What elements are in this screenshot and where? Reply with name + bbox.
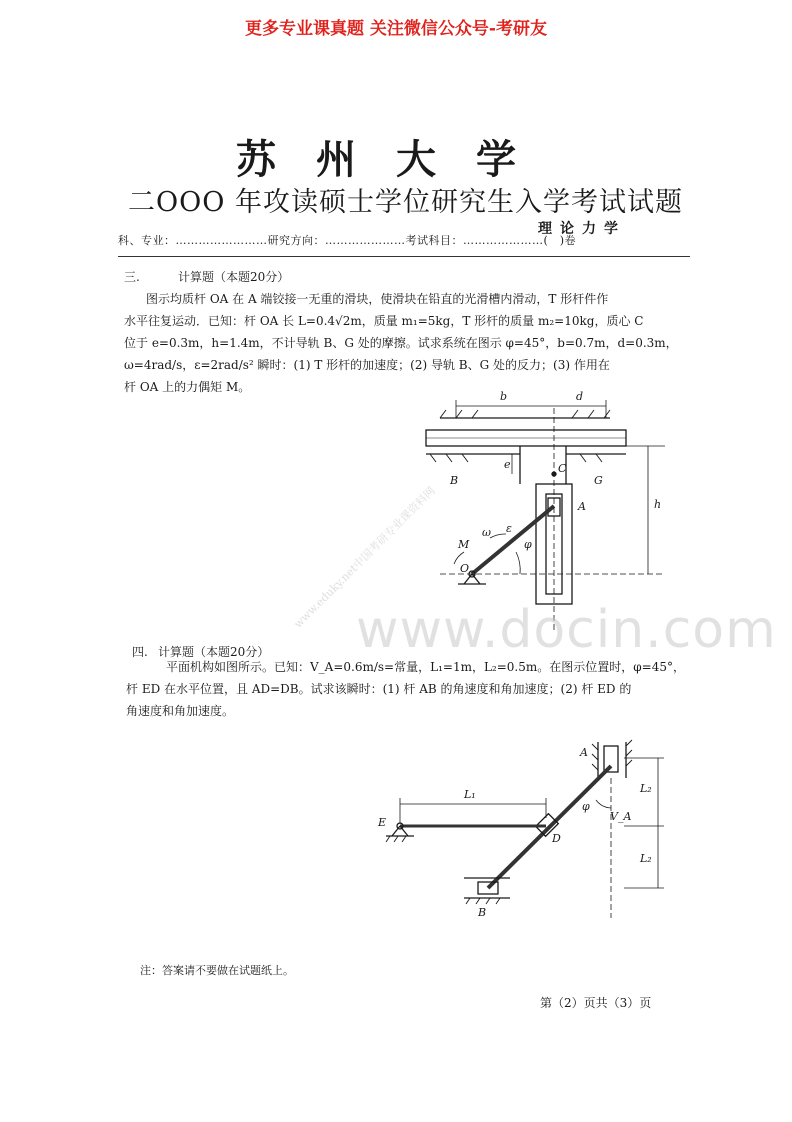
q4-label-L2b: L₂ xyxy=(640,852,652,865)
q3-heading: 计算题（本题20分） xyxy=(178,270,290,284)
header-rule xyxy=(118,256,690,257)
diagonal-watermark: www.eduky.net中国考研专业课资料网 xyxy=(291,484,438,631)
q4-line-2: 杆 ED 在水平位置，且 AD=DB。试求该瞬时：(1) 杆 AB 的角速度和角加速度；(2) 杆 ED 的 xyxy=(126,682,632,696)
q4-label-B: B xyxy=(478,906,487,919)
q3-number: 三. xyxy=(124,270,140,284)
q4-line-3: 角速度和角加速度。 xyxy=(126,704,235,718)
q3-label-e: e xyxy=(504,458,511,471)
q3-label-b: b xyxy=(500,390,508,403)
q3-label-omega: ω xyxy=(482,526,491,539)
page-number: 第（2）页共（3）页 xyxy=(540,996,652,1010)
q3-label-h: h xyxy=(654,498,662,511)
q4-heading: 计算题（本题20分） xyxy=(158,645,270,659)
q4-label-phi: φ xyxy=(582,800,590,813)
q3-label-A: A xyxy=(578,500,586,513)
field-line: 科、专业：……………………研究方向：…………………考试科目：…………………( )卷 xyxy=(118,234,577,247)
q4-label-L1: L₁ xyxy=(464,788,476,801)
q3-label-epsilon: ε xyxy=(506,522,512,535)
q4-text xyxy=(126,656,685,722)
q3-line-3: 位于 e=0.3m，h=1.4m，不计导轨 B、G 处的摩擦。试求系统在图示 φ=45°，b=0.7m，d=0.3m， xyxy=(124,336,678,350)
q4-label-E: E xyxy=(378,816,387,829)
docin-watermark: www.docin.com xyxy=(356,600,777,660)
q3-label-d: d xyxy=(576,390,584,403)
q3-text xyxy=(124,288,678,398)
promo-banner: 更多专业课真题 关注微信公众号-考研友 xyxy=(245,19,547,39)
q4-label-A: A xyxy=(580,746,588,759)
q3-label-phi: φ xyxy=(524,538,532,551)
university-name: 苏州大学 xyxy=(236,136,556,183)
q3-line-5: 杆 OA 上的力偶矩 M。 xyxy=(124,380,251,394)
q3-label-M: M xyxy=(458,538,470,551)
q4-label-L2a: L₂ xyxy=(640,782,652,795)
exam-title: 二OOO 年攻读硕士学位研究生入学考试试题 xyxy=(128,187,683,218)
q4-label-D: D xyxy=(552,832,561,845)
q3-line-1: 图示均质杆 OA 在 A 端铰接一无重的滑块，使滑块在铅直的光滑槽内滑动，T 形杆件作 xyxy=(146,292,609,306)
q3-label-B: B xyxy=(450,474,459,487)
q3-line-4: ω=4rad/s，ε=2rad/s² 瞬时：(1) T 形杆的加速度；(2) 导轨 B、G 处的反力；(3) 作用在 xyxy=(124,358,610,372)
q3-label-O: O xyxy=(460,562,470,575)
q4-figure xyxy=(374,738,674,928)
subject-name: 理论力学 xyxy=(538,221,626,237)
q3-label-C: C xyxy=(558,462,567,475)
q3-label-G: G xyxy=(594,474,603,487)
q4-label-VA: V_A xyxy=(610,810,632,823)
q3-line-2: 水平往复运动．已知：杆 OA 长 L=0.4√2m，质量 m₁=5kg，T 形杆的质量 m₂=10kg，质心 C xyxy=(124,314,644,328)
footer-note: 注：答案请不要做在试题纸上。 xyxy=(140,964,294,977)
q4-number: 四. xyxy=(132,645,148,659)
q4-line-1: 平面机构如图所示。已知：V_A=0.6m/s=常量，L₁=1m，L₂=0.5m。在图示位置时，φ=45°， xyxy=(166,660,685,674)
